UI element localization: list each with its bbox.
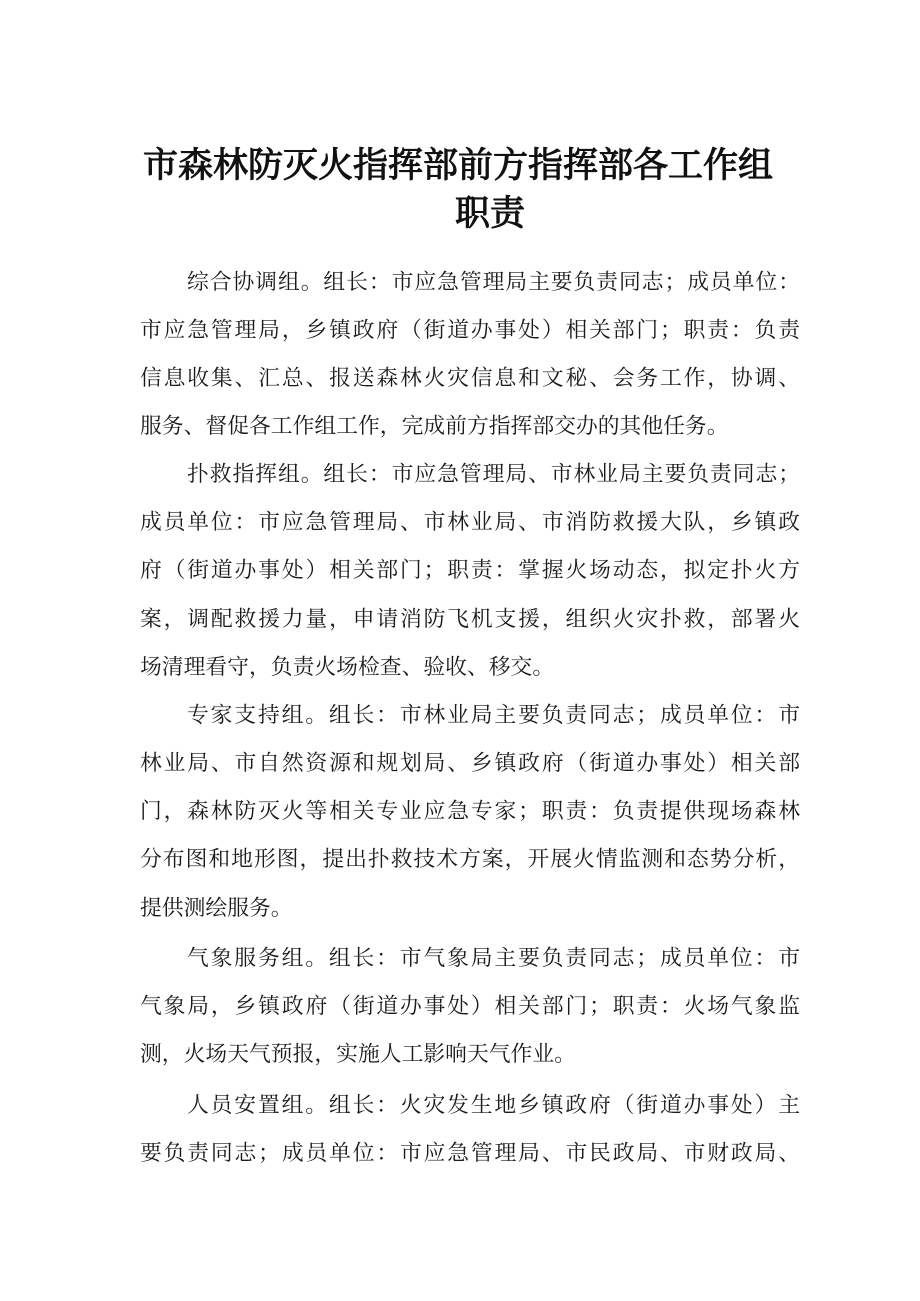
paragraph-line: 场清理看守，负责火场检查、验收、移交。: [140, 655, 555, 680]
paragraph-line: 要负责同志；成员单位：市应急管理局、市民政局、市财政局、: [140, 1141, 800, 1166]
document-title-line-1: 市森林防灭火指挥部前方指挥部各工作组: [142, 146, 773, 186]
document-title-line-2: 职责: [454, 194, 525, 234]
paragraph-line: 服务、督促各工作组工作，完成前方指挥部交办的其他任务。: [140, 414, 729, 439]
paragraph-line: 提供测绘服务。: [140, 896, 293, 921]
paragraph-line: 人员安置组。组长：火灾发生地乡镇政府（街道办事处）主: [187, 1093, 800, 1118]
paragraph-line: 综合协调组。组长：市应急管理局主要负责同志；成员单位：: [187, 270, 800, 295]
paragraph-line: 府（街道办事处）相关部门；职责：掌握火场动态，拟定扑火方: [140, 558, 800, 583]
paragraph-line: 案，调配救援力量，申请消防飞机支援，组织火灾扑救，部署火: [140, 607, 800, 632]
paragraph-line: 气象服务组。组长：市气象局主要负责同志；成员单位：市: [187, 946, 800, 971]
paragraph-line: 专家支持组。组长：市林业局主要负责同志；成员单位：市: [187, 703, 800, 728]
paragraph-line: 成员单位：市应急管理局、市林业局、市消防救援大队，乡镇政: [140, 510, 800, 535]
paragraph-line: 扑救指挥组。组长：市应急管理局、市林业局主要负责同志；: [187, 462, 800, 487]
paragraph-line: 市应急管理局，乡镇政府（街道办事处）相关部门；职责：负责: [140, 318, 800, 343]
paragraph-line: 信息收集、汇总、报送森林火灾信息和文秘、会务工作，协调、: [140, 366, 800, 391]
paragraph-line: 林业局、市自然资源和规划局、乡镇政府（街道办事处）相关部: [140, 751, 800, 776]
paragraph-line: 分布图和地形图，提出扑救技术方案，开展火情监测和态势分析，: [140, 847, 800, 872]
paragraph-line: 气象局，乡镇政府（街道办事处）相关部门；职责：火场气象监: [140, 994, 800, 1019]
paragraph-line: 测，火场天气预报，实施人工影响天气作业。: [140, 1042, 576, 1067]
paragraph-line: 门，森林防灭火等相关专业应急专家；职责：负责提供现场森林: [140, 799, 800, 824]
